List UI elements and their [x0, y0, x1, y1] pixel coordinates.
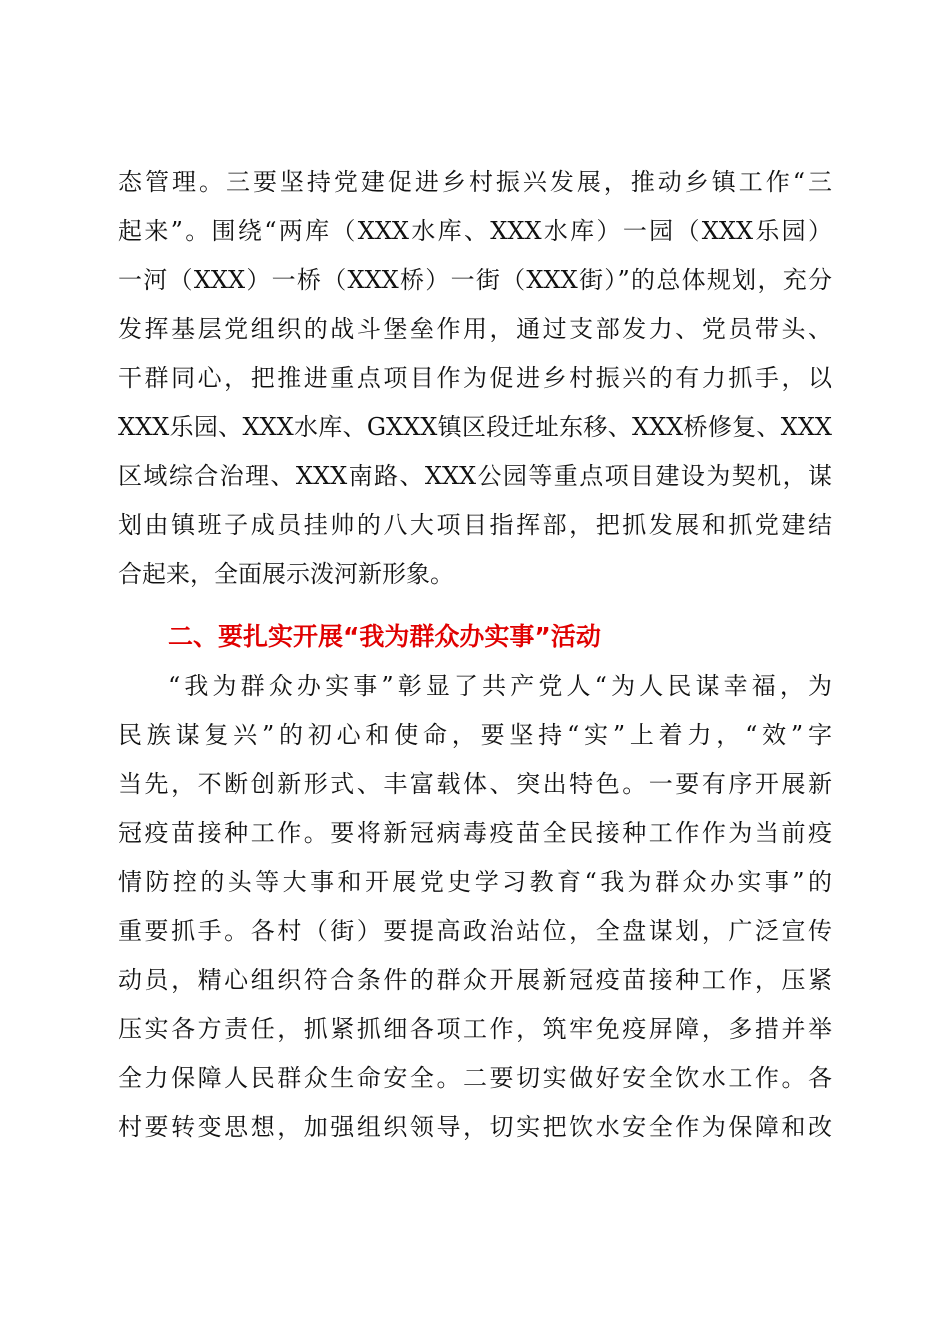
paragraph-line: 发挥基层党组织的战斗堡垒作用，通过支部发力、党员带头、: [118, 315, 832, 343]
paragraph-line: 态管理。三要坚持党建促进乡村振兴发展，推动乡镇工作“三: [118, 168, 832, 196]
paragraph-2: [118, 662, 832, 1152]
paragraph-1: [118, 158, 832, 599]
paragraph-line: 情防控的头等大事和开展党史学习教育“我为群众办实事”的: [118, 868, 832, 896]
paragraph-line: 划由镇班子成员挂帅的八大项目指挥部，把抓发展和抓党建结: [118, 511, 832, 539]
paragraph-line: 冠疫苗接种工作。要将新冠病毒疫苗全民接种工作作为当前疫: [118, 819, 832, 847]
paragraph-line: 重要抓手。各村（街）要提高政治站位，全盘谋划，广泛宣传: [118, 917, 832, 945]
paragraph-line: 压实各方责任，抓紧抓细各项工作，筑牢免疫屏障，多措并举: [118, 1015, 832, 1043]
section-heading: 二、要扎实开展“我为群众办实事”活动: [168, 622, 601, 651]
paragraph-line: 当先，不断创新形式、丰富载体、突出特色。一要有序开展新: [118, 770, 832, 798]
paragraph-line: 民族谋复兴”的初心和使命，要坚持“实”上着力，“效”字: [118, 721, 832, 749]
paragraph-line: XXX乐园、XXX水库、GXXX镇区段迁址东移、XXX桥修复、XXX: [118, 413, 832, 441]
paragraph-line: “我为群众办实事”彰显了共产党人“为人民谋幸福，为: [168, 672, 832, 700]
paragraph-line: 全力保障人民群众生命安全。二要切实做好安全饮水工作。各: [118, 1064, 832, 1092]
paragraph-line: 区域综合治理、XXX南路、XXX公园等重点项目建设为契机，谋: [118, 462, 832, 490]
paragraph-line: 起来”。围绕“两库（XXX水库、XXX水库）一园（XXX乐园）: [118, 217, 832, 245]
paragraph-line: 动员，精心组织符合条件的群众开展新冠疫苗接种工作，压紧: [118, 966, 832, 994]
paragraph-line: 村要转变思想，加强组织领导，切实把饮水安全作为保障和改: [118, 1113, 832, 1141]
paragraph-line: 合起来，全面展示泼河新形象。: [118, 560, 454, 588]
paragraph-line: 一河（XXX）一桥（XXX桥）一街（XXX街）”的总体规划，充分: [118, 266, 832, 294]
paragraph-line: 干群同心，把推进重点项目作为促进乡村振兴的有力抓手，以: [118, 364, 832, 392]
